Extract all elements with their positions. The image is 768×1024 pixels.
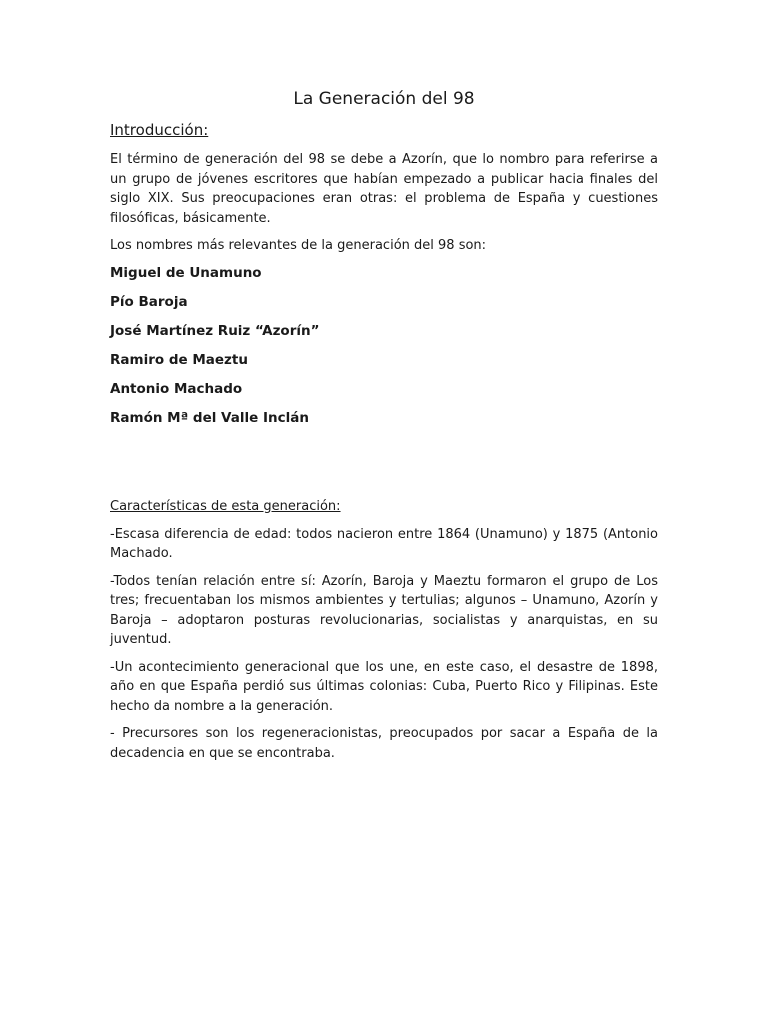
characteristic-item: -Un acontecimiento generacional que los une, en este caso, el desastre de 1898, año en que España perdió sus últimas colonias: Cuba, Puerto Rico y Filipinas. Este hecho da nombre a la generación. [110, 659, 658, 714]
characteristics-list [110, 525, 658, 764]
blank-space [110, 438, 658, 497]
author-name: Pío Baroja [110, 293, 188, 310]
characteristic-item: -Todos tenían relación entre sí: Azorín, Baroja y Maeztu formaron el grupo de Los tres; frecuentaban los mismos ambientes y tertulias; algunos – Unamuno, Azorín y Baroja – adoptaron posturas revolucionarias, socialistas y anarquistas, en su juventud. [110, 573, 658, 647]
document-page [110, 88, 658, 771]
characteristic-item: -Escasa diferencia de edad: todos nacieron entre 1864 (Unamuno) y 1875 (Antonio Machado. [110, 526, 658, 561]
author-name: José Martínez Ruiz “Azorín” [110, 322, 320, 339]
author-name: Ramiro de Maeztu [110, 351, 248, 368]
characteristic-item: - Precursores son los regeneracionistas, preocupados por sacar a España de la decadencia en que se encontraba. [110, 726, 658, 761]
names-intro: Los nombres más relevantes de la generación del 98 son: [110, 238, 487, 253]
author-name: Miguel de Unamuno [110, 264, 262, 281]
characteristics-heading: Características de esta generación: [110, 498, 341, 514]
author-name: Ramón Mª del Valle Inclán [110, 409, 309, 426]
author-names-list [110, 264, 658, 428]
author-name: Antonio Machado [110, 380, 243, 397]
intro-paragraph: El término de generación del 98 se debe a Azorín, que lo nombro para referirse a un grupo de jóvenes escritores que habían empezado a publicar hacia finales del siglo XIX. Sus preocupaciones eran otras: el problema de España y cuestiones filosóficas, básicamente. [110, 152, 658, 226]
intro-heading: Introducción: [110, 121, 209, 139]
document-title: La Generación del 98 [293, 89, 475, 109]
